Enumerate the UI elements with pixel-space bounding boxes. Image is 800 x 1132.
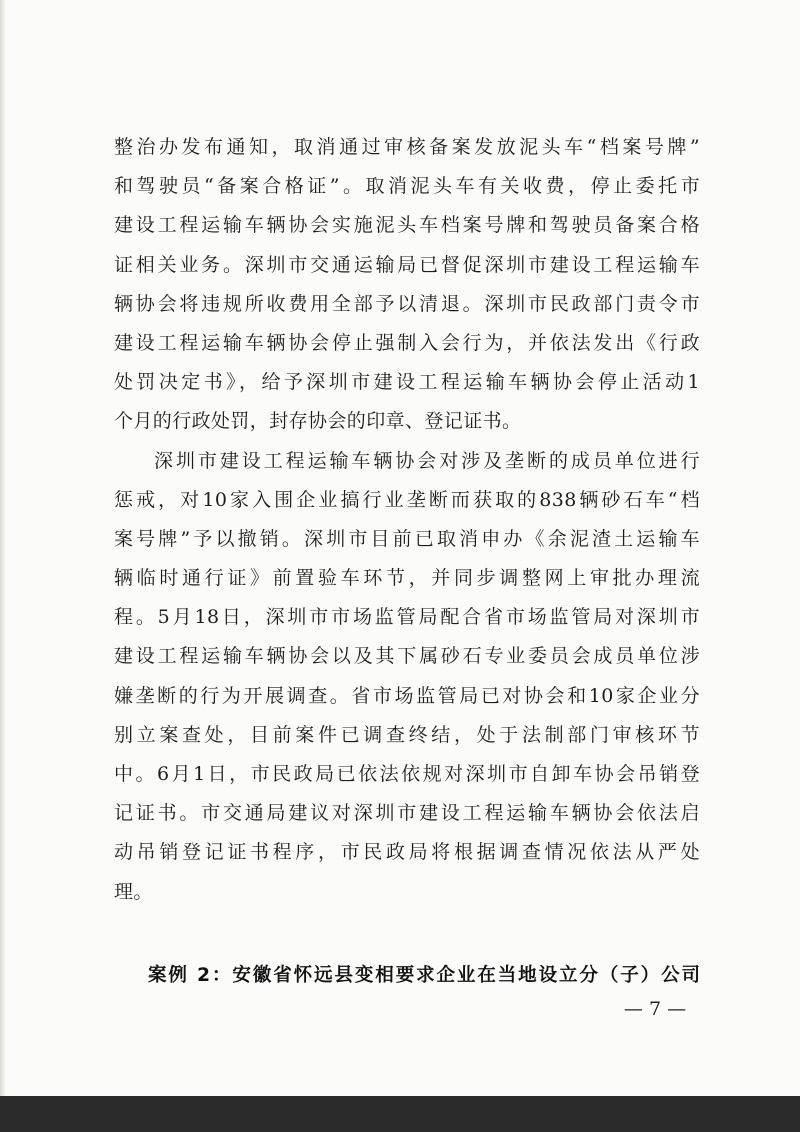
case-heading: 案例 2：安徽省怀远县变相要求企业在当地设立分（子）公司: [148, 965, 700, 986]
text-line: 理。: [114, 880, 153, 903]
scan-bottom-band: [0, 1096, 800, 1132]
text-line: 惩戒，对10家入围企业搞行业垄断而获取的838辆砂石车“档: [114, 488, 700, 511]
text-line: 动吊销登记证书程序，市民政局将根据调查情况依法从严处: [114, 841, 700, 864]
text-line: 程。5月18日，深圳市市场监管局配合省市场监管局对深圳市: [114, 606, 700, 629]
body-text: [114, 128, 700, 912]
text-line: 建设工程运输车辆协会实施泥头车档案号牌和驾驶员备案合格: [114, 214, 700, 237]
scan-edge-shadow: [0, 0, 6, 1096]
paragraph-2: [114, 442, 700, 912]
text-line: 记证书。市交通局建议对深圳市建设工程运输车辆协会依法启: [114, 802, 700, 825]
paragraph-1: [114, 128, 700, 442]
text-line: 个月的行政处罚，封存协会的印章、登记证书。: [114, 410, 522, 433]
text-line: 案号牌”予以撤销。深圳市目前已取消申办《余泥渣土运输车: [114, 527, 700, 550]
page-number: — 7 —: [623, 998, 687, 1020]
text-line: 辆临时通行证》前置验车环节，并同步调整网上审批办理流: [114, 567, 700, 590]
text-line: 建设工程运输车辆协会以及其下属砂石专业委员会成员单位涉: [114, 645, 700, 668]
text-line: 证相关业务。深圳市交通运输局已督促深圳市建设工程运输车: [114, 253, 700, 276]
text-line: 深圳市建设工程运输车辆协会对涉及垄断的成员单位进行: [154, 449, 700, 472]
text-line: 别立案查处，目前案件已调查终结，处于法制部门审核环节: [114, 723, 700, 746]
text-line: 建设工程运输车辆协会停止强制入会行为，并依法发出《行政: [114, 331, 700, 354]
text-line: 嫌垄断的行为开展调查。省市场监管局已对协会和10家企业分: [114, 684, 700, 707]
text-line: 整治办发布通知，取消通过审核备案发放泥头车“档案号牌”: [114, 136, 700, 158]
text-line: 辆协会将违规所收费用全部予以清退。深圳市民政部门责令市: [114, 292, 700, 315]
text-line: 和驾驶员“备案合格证”。取消泥头车有关收费，停止委托市: [114, 175, 700, 198]
text-line: 处罚决定书》，给予深圳市建设工程运输车辆协会停止活动1: [114, 371, 700, 394]
text-line: 中。6月1日，市民政局已依法依规对深圳市自卸车协会吊销登: [114, 763, 700, 785]
